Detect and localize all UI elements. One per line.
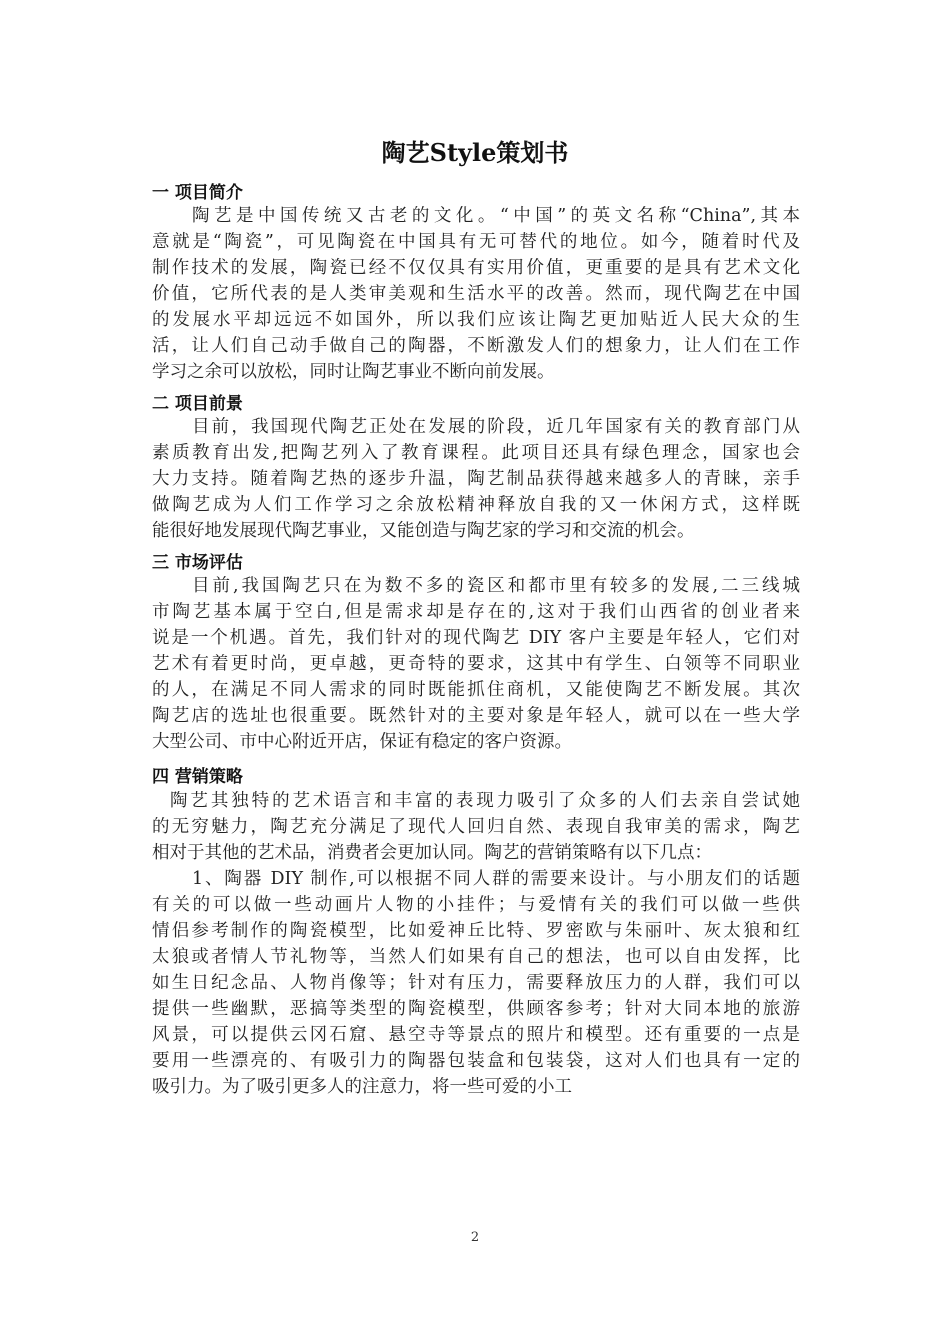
- paragraph-line: 活，让人们自己动手做自己的陶器，不断激发人们的想象力，让人们在工作: [152, 336, 800, 356]
- paragraph-line: 能很好地发展现代陶艺事业，又能创造与陶艺家的学习和交流的机会。: [152, 521, 695, 541]
- paragraph-line: 有关的可以做一些动画片人物的小挂件；与爱情有关的我们可以做一些供: [152, 895, 800, 915]
- paragraph-line: 太狼或者情人节礼物等，当然人们如果有自己的想法，也可以自由发挥，比: [152, 947, 800, 967]
- paragraph-line: 要用一些漂亮的、有吸引力的陶器包装盒和包装袋，这对人们也具有一定的: [152, 1051, 800, 1071]
- paragraph-line: 如生日纪念品、人物肖像等；针对有压力，需要释放压力的人群，我们可以: [152, 973, 800, 993]
- paragraph-line: 价值，它所代表的是人类审美观和生活水平的改善。然而，现代陶艺在中国: [152, 284, 800, 304]
- paragraph-line: 大力支持。随着陶艺热的逐步升温，陶艺制品获得越来越多人的青睐，亲手: [152, 469, 800, 489]
- paragraph-line: 提供一些幽默，恶搞等类型的陶瓷模型，供顾客参考；针对大同本地的旅游: [152, 999, 800, 1019]
- paragraph-line: 艺术有着更时尚，更卓越，更奇特的要求，这其中有学生、白领等不同职业: [152, 654, 800, 674]
- paragraph-line: 市陶艺基本属于空白,但是需求却是存在的,这对于我们山西省的创业者来: [152, 602, 800, 622]
- paragraph-line: 的无穷魅力，陶艺充分满足了现代人回归自然、表现自我审美的需求，陶艺: [152, 817, 800, 837]
- paragraph-line: 学习之余可以放松，同时让陶艺事业不断向前发展。: [152, 362, 555, 382]
- paragraph-line: 制作技术的发展，陶瓷已经不仅仅具有实用价值，更重要的是具有艺术文化: [152, 258, 800, 278]
- document-title: 陶艺Style策划书: [381, 138, 569, 167]
- section-heading-market: 三 市场评估: [152, 553, 243, 573]
- paragraph-line: 的发展水平却远远不如国外，所以我们应该让陶艺更加贴近人民大众的生: [152, 310, 800, 330]
- section-heading-intro: 一 项目简介: [152, 183, 243, 203]
- paragraph-line: 陶艺是中国传统又古老的文化。“中国”的英文名称“China”,其本: [192, 206, 800, 226]
- paragraph-line: 的人，在满足不同人需求的同时既能抓住商机，又能使陶艺不断发展。其次: [152, 680, 800, 700]
- paragraph-line: 相对于其他的艺术品，消费者会更加认同。陶艺的营销策略有以下几点：: [152, 843, 712, 863]
- paragraph-line: 风景，可以提供云冈石窟、悬空寺等景点的照片和模型。还有重要的一点是: [152, 1025, 800, 1045]
- paragraph-line: 大型公司、市中心附近开店，保证有稳定的客户资源。: [152, 732, 572, 752]
- paragraph-line: 情侣参考制作的陶瓷模型，比如爱神丘比特、罗密欧与朱丽叶、灰太狼和红: [152, 921, 800, 941]
- paragraph-line: 目前，我国现代陶艺正处在发展的阶段，近几年国家有关的教育部门从: [192, 417, 800, 437]
- paragraph-line: 陶艺其独特的艺术语言和丰富的表现力吸引了众多的人们去亲自尝试她: [170, 791, 800, 811]
- section-heading-marketing: 四 营销策略: [152, 767, 243, 787]
- section-heading-prospects: 二 项目前景: [152, 394, 243, 414]
- paragraph-line: 意就是“陶瓷”，可见陶瓷在中国具有无可替代的地位。如今，随着时代及: [152, 232, 800, 252]
- paragraph-line: 做陶艺成为人们工作学习之余放松精神释放自我的又一休闲方式，这样既: [152, 495, 800, 515]
- paragraph-line: 目前,我国陶艺只在为数不多的瓷区和都市里有较多的发展,二三线城: [192, 576, 800, 596]
- page-number: 2: [470, 1230, 480, 1245]
- paragraph-line: 素质教育出发,把陶艺列入了教育课程。此项目还具有绿色理念，国家也会: [152, 443, 800, 463]
- paragraph-line: 1、陶器 DIY 制作,可以根据不同人群的需要来设计。与小朋友们的话题: [192, 869, 800, 889]
- paragraph-line: 说是一个机遇。首先，我们针对的现代陶艺 DIY 客户主要是年轻人，它们对: [152, 628, 800, 648]
- paragraph-line: 吸引力。为了吸引更多人的注意力，将一些可爱的小工: [152, 1077, 572, 1097]
- paragraph-line: 陶艺店的选址也很重要。既然针对的主要对象是年轻人，就可以在一些大学: [152, 706, 800, 726]
